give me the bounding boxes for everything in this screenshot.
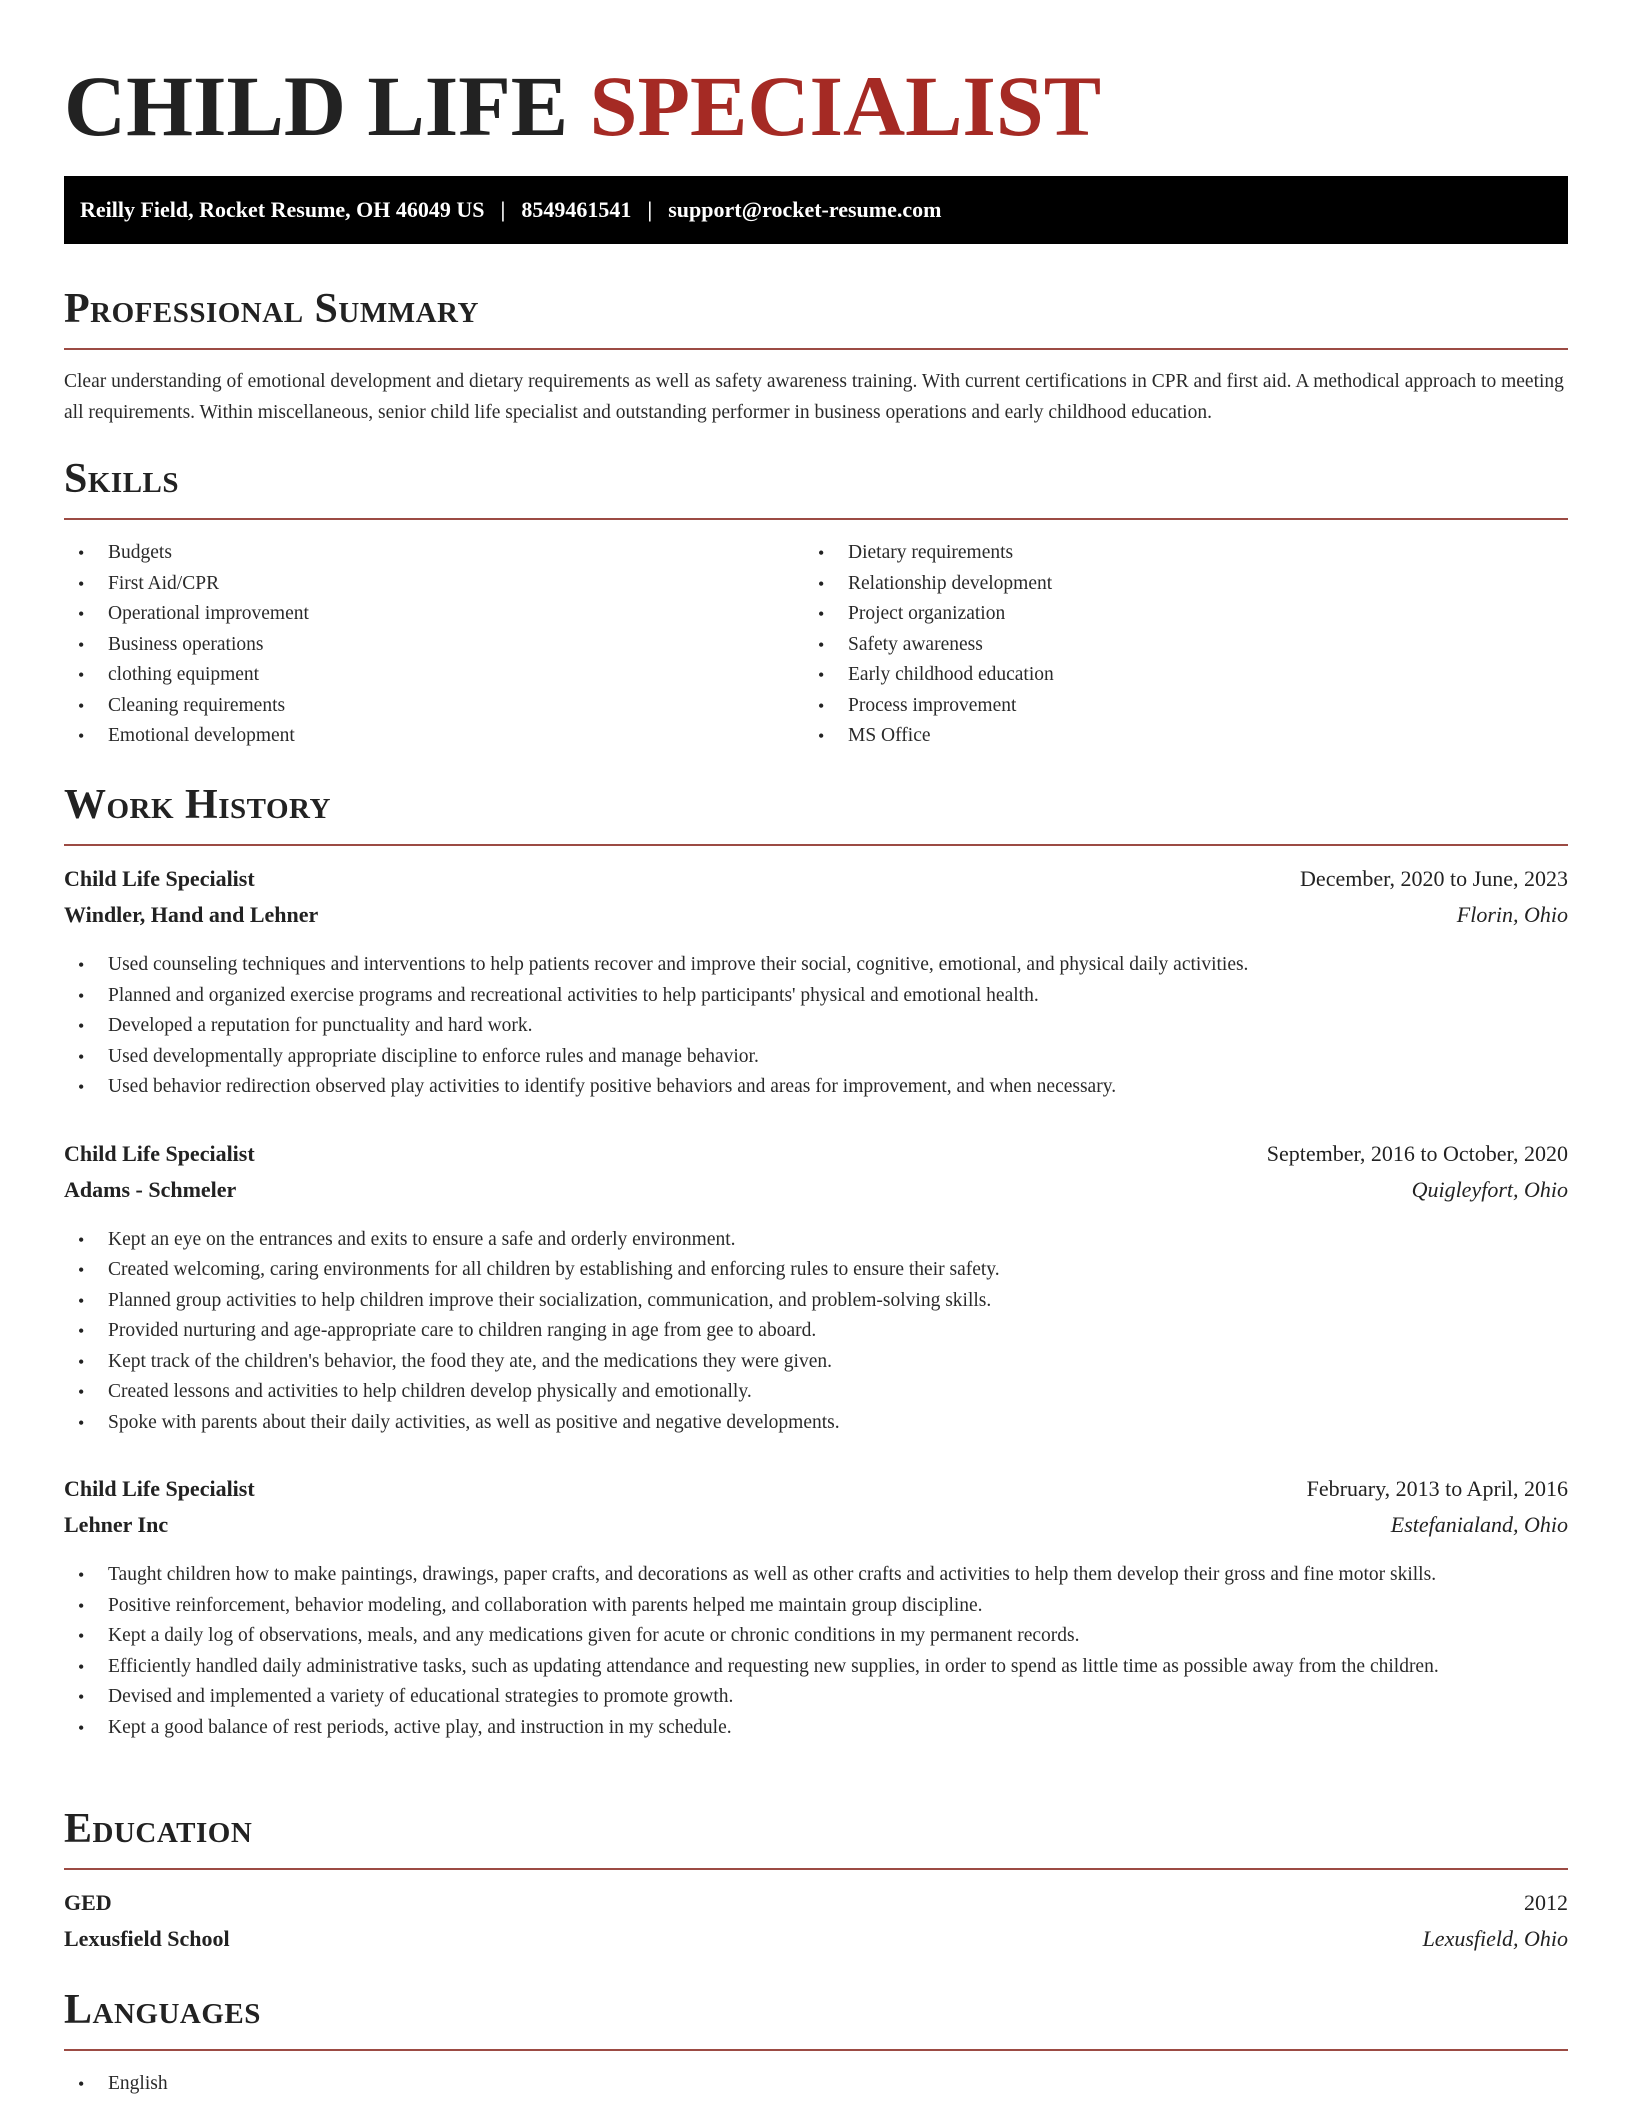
list-item-text: MS Office	[848, 725, 931, 746]
summary-section	[64, 284, 1568, 428]
list-item-text: Project organization	[848, 603, 1006, 624]
section-divider	[64, 844, 1568, 846]
list-item-text: Planned group activities to help children improve their socialization, communication, and problem-solving skills.	[108, 1289, 992, 1311]
bullet-icon: •	[78, 573, 85, 594]
section-heading: Work History	[64, 782, 331, 828]
list-item-text: Kept an eye on the entrances and exits to ensure a safe and orderly environment.	[108, 1228, 736, 1250]
bullet-icon: •	[818, 604, 825, 624]
job-company-row	[64, 902, 1568, 938]
contact-phone: 8549461541	[521, 197, 632, 222]
bullet-icon: •	[78, 1077, 85, 1097]
list-item	[64, 1011, 1568, 1042]
section-heading: Languages	[64, 1987, 261, 2033]
list-item	[64, 721, 804, 752]
list-item-text: Used developmentally appropriate discipline to enforce rules and manage behavior.	[108, 1045, 759, 1067]
bullet-icon: •	[78, 985, 85, 1006]
bullet-icon: •	[78, 1229, 85, 1250]
section-divider	[64, 2049, 1568, 2051]
list-item	[64, 1652, 1568, 1683]
list-item	[64, 691, 804, 722]
section-divider	[64, 1868, 1568, 1870]
list-item-text: First Aid/CPR	[108, 572, 220, 594]
job-header-row	[64, 866, 1568, 902]
list-item-text: Kept a daily log of observations, meals, and any medications given for acute or chronic conditions in my permanent records.	[108, 1625, 1080, 1646]
list-item-text: clothing equipment	[108, 664, 260, 685]
section-heading: Education	[64, 1806, 253, 1852]
skills-section	[64, 454, 1568, 752]
bullet-icon: •	[78, 2074, 85, 2094]
list-item	[64, 1286, 1568, 1317]
list-item	[64, 1347, 1568, 1378]
contact-separator: |	[500, 197, 506, 222]
list-item	[64, 950, 1568, 981]
job-company: Adams - Schmeler	[64, 1176, 237, 1202]
education-school-row	[64, 1926, 1568, 1962]
education-location: Lexusfield, Ohio	[1422, 1926, 1568, 1951]
bullet-icon: •	[78, 695, 85, 716]
bullet-icon: •	[78, 1046, 85, 1067]
bullet-icon: •	[78, 1717, 85, 1738]
list-item	[64, 1377, 1568, 1408]
job-company-row	[64, 1177, 1568, 1213]
bullet-icon: •	[78, 955, 85, 975]
job-company: Lehner Inc	[64, 1512, 169, 1537]
job-dates: February, 2013 to April, 2016	[1306, 1476, 1568, 1501]
list-item-text: Taught children how to make paintings, drawings, paper crafts, and decorations as well as other crafts and activities to help them develop their gross and fine motor skills.	[108, 1564, 1437, 1585]
bullet-icon: •	[78, 1260, 85, 1280]
education-school: Lexusfield School	[64, 1926, 230, 1951]
list-item-text: Business operations	[108, 633, 264, 655]
bullet-icon: •	[78, 665, 85, 685]
bullet-icon: •	[78, 1382, 85, 1402]
list-item	[804, 630, 1544, 661]
list-item	[804, 691, 1544, 722]
list-item-text: Created lessons and activities to help children develop physically and emotionally.	[108, 1381, 752, 1402]
contact-separator: |	[647, 197, 653, 222]
list-item-text: Relationship development	[848, 572, 1053, 594]
skills-list-left	[64, 538, 804, 752]
bullet-icon: •	[818, 573, 825, 594]
bullet-icon: •	[78, 1290, 85, 1311]
bullet-icon: •	[78, 1351, 85, 1372]
list-item-text: Emotional development	[108, 725, 295, 746]
list-item-text: Used behavior redirection observed play activities to identify positive behaviors and areas for improvement, and when necessary.	[108, 1076, 1117, 1097]
job-company-row	[64, 1512, 1568, 1548]
bullet-icon: •	[818, 726, 825, 746]
job-entry	[64, 866, 1568, 1103]
list-item	[64, 1682, 1568, 1713]
bullet-icon: •	[78, 634, 85, 655]
list-item-text: Developed a reputation for punctuality and hard work.	[108, 1015, 533, 1036]
bullet-icon: •	[78, 543, 85, 563]
list-item	[64, 1560, 1568, 1591]
job-title: Child Life Specialist	[64, 1476, 255, 1501]
title-main: CHILD LIFE	[64, 58, 569, 154]
list-item-text: Safety awareness	[848, 633, 983, 655]
skills-columns	[64, 538, 1568, 752]
list-item-text: Created welcoming, caring environments for all children by establishing and enforcing rules to ensure their safety.	[108, 1259, 1000, 1280]
list-item-text: Budgets	[108, 542, 172, 563]
list-item-text: Planned and organized exercise programs and recreational activities to help participants' physical and emotional health.	[108, 984, 1039, 1006]
education-header-row	[64, 1890, 1568, 1926]
list-item	[64, 660, 804, 691]
section-divider	[64, 518, 1568, 520]
contact-email[interactable]: support@rocket-resume.com	[668, 197, 942, 222]
list-item	[64, 630, 804, 661]
job-bullet-list	[64, 1560, 1568, 1743]
list-item	[64, 1225, 1568, 1256]
list-item-text: Positive reinforcement, behavior modeling, and collaboration with parents helped me maintain group discipline.	[108, 1594, 983, 1616]
job-dates: December, 2020 to June, 2023	[1300, 866, 1568, 891]
languages-list	[64, 2069, 1568, 2100]
bullet-icon: •	[78, 1656, 85, 1677]
list-item-text: Provided nurturing and age-appropriate care to children ranging in age from gee to aboard.	[108, 1320, 817, 1341]
list-item	[64, 981, 1568, 1012]
list-item-text: Operational improvement	[108, 603, 309, 624]
list-item	[64, 1713, 1568, 1744]
job-title: Child Life Specialist	[64, 1140, 255, 1166]
list-item-text: English	[108, 2073, 168, 2094]
list-item	[804, 538, 1544, 569]
list-item-text: Cleaning requirements	[108, 694, 286, 716]
bullet-icon: •	[818, 695, 825, 716]
education-section	[64, 1804, 1568, 1962]
education-entry	[64, 1890, 1568, 1962]
education-year: 2012	[1524, 1890, 1568, 1915]
bullet-icon: •	[78, 1321, 85, 1341]
job-header-row	[64, 1141, 1568, 1177]
job-location: Quigleyfort, Ohio	[1411, 1176, 1568, 1202]
list-item-text: Kept a good balance of rest periods, active play, and instruction in my schedule.	[108, 1716, 732, 1738]
list-item	[804, 660, 1544, 691]
resume-title	[64, 56, 1101, 156]
job-bullet-list	[64, 950, 1568, 1103]
job-entry	[64, 1141, 1568, 1439]
list-item-text: Kept track of the children's behavior, the food they ate, and the medications they were given.	[108, 1350, 832, 1372]
bullet-icon: •	[78, 1412, 85, 1433]
job-company: Windler, Hand and Lehner	[64, 902, 319, 927]
list-item	[64, 599, 804, 630]
job-location: Florin, Ohio	[1456, 902, 1568, 927]
section-heading: Skills	[64, 456, 180, 502]
job-location: Estefanialand, Ohio	[1390, 1512, 1568, 1537]
list-item-text: Process improvement	[848, 694, 1017, 716]
job-header-row	[64, 1476, 1568, 1512]
title-accent: SPECIALIST	[589, 58, 1102, 154]
list-item	[64, 1591, 1568, 1622]
list-item-text: Early childhood education	[848, 664, 1054, 685]
list-item	[64, 538, 804, 569]
list-item	[804, 721, 1544, 752]
list-item-text: Efficiently handled daily administrative tasks, such as updating attendance and requesting new supplies, in order to spend as little time as possible away from the children.	[108, 1655, 1439, 1677]
bullet-icon: •	[78, 1595, 85, 1616]
summary-text: Clear understanding of emotional development and dietary requirements as well as safety awareness training. With current certifications in CPR and first aid. A methodical approach to meeting all requirements. Within miscellaneous, senior child life specialist and outstanding performer in business operations and early childhood education.	[64, 371, 1564, 423]
bullet-icon: •	[78, 1687, 85, 1707]
bullet-icon: •	[818, 665, 825, 685]
list-item	[64, 1042, 1568, 1073]
list-item-text: Used counseling techniques and interventions to help patients recover and improve their social, cognitive, emotional, and physical daily activities.	[108, 954, 1249, 975]
bullet-icon: •	[818, 634, 825, 655]
list-item-text: Spoke with parents about their daily activities, as well as positive and negative developments.	[108, 1411, 840, 1433]
education-degree: GED	[64, 1890, 112, 1915]
section-heading: Professional Summary	[64, 286, 479, 332]
job-entry	[64, 1476, 1568, 1743]
list-item	[64, 2069, 1568, 2100]
skills-list-right	[804, 538, 1544, 752]
bullet-icon: •	[78, 1016, 85, 1036]
contact-bar	[64, 176, 1568, 244]
list-item	[804, 599, 1544, 630]
languages-section	[64, 1985, 1568, 2100]
bullet-icon: •	[78, 1626, 85, 1646]
work-history-section	[64, 780, 1568, 1743]
list-item	[64, 1316, 1568, 1347]
list-item	[64, 1072, 1568, 1103]
job-dates: September, 2016 to October, 2020	[1266, 1140, 1568, 1166]
list-item	[64, 1621, 1568, 1652]
contact-address: Reilly Field, Rocket Resume, OH 46049 US	[80, 197, 485, 222]
job-bullet-list	[64, 1225, 1568, 1439]
list-item	[64, 1408, 1568, 1439]
list-item	[64, 1255, 1568, 1286]
bullet-icon: •	[78, 1565, 85, 1585]
bullet-icon: •	[78, 604, 85, 624]
section-divider	[64, 348, 1568, 350]
bullet-icon: •	[78, 726, 85, 746]
list-item-text: Dietary requirements	[848, 542, 1014, 563]
list-item-text: Devised and implemented a variety of educational strategies to promote growth.	[108, 1686, 734, 1707]
bullet-icon: •	[818, 543, 825, 563]
job-title: Child Life Specialist	[64, 866, 255, 891]
list-item	[804, 569, 1544, 600]
list-item	[64, 569, 804, 600]
